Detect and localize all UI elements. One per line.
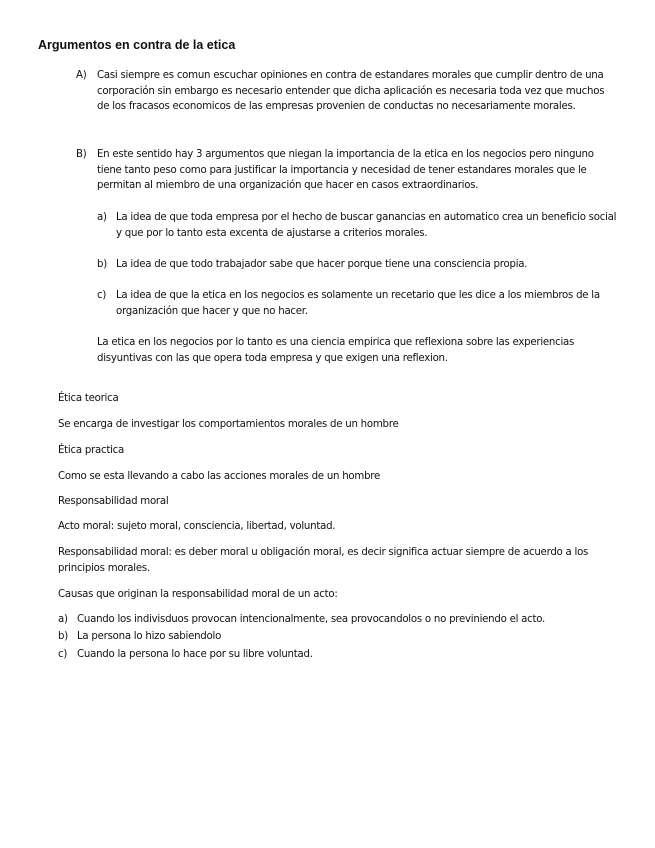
section-title: Argumentos en contra de la etica: [38, 38, 236, 52]
list-text: Cuando los indivisduos provocan intencionalmente, sea provocandolos o no previniendo el acto.: [77, 614, 546, 625]
paragraph: Se encarga de investigar los comportamientos morales de un hombre: [58, 419, 399, 430]
cause-item-c: [58, 647, 618, 663]
list-text: Casi siempre es comun escuchar opiniones en contra de estandares morales que cumplir dentro de una corporación sin embargo es necesario entender que dicha aplicación es necesaria toda vez que muchos de los fracasos economicos de las empresas provenien de conductas no necesariamente morales.: [97, 70, 605, 112]
conclusion-paragraph: La etica en los negocios por lo tanto es una ciencia empirica que reflexiona sobre las experiencias disyuntivas con las que opera toda empresa y que exigen una reflexion.: [97, 337, 575, 364]
list-item-b: [76, 147, 616, 195]
sub-list-item-b: [97, 257, 619, 273]
list-text: En este sentido hay 3 argumentos que niegan la importancia de la etica en los negocios pero ninguno tiene tanto peso como para justificar la importancia y necesidad de tener estandares morales que le permitan al miembro de una organización que hacer en casos extraordinarios.: [97, 149, 594, 191]
list-label: c): [58, 649, 68, 660]
list-text: La persona lo hizo sabiendolo: [77, 631, 222, 642]
list-label: b): [58, 631, 68, 642]
list-label: B): [76, 149, 87, 160]
list-text: La idea de que la etica en los negocios es solamente un recetario que les dice a los miembros de la organización que hacer y que no hacer.: [116, 290, 600, 317]
paragraph: Responsabilidad moral: es deber moral u obligación moral, es decir significa actuar siempre de acuerdo a los principios morales.: [58, 547, 589, 574]
sub-list-item-c: [97, 288, 619, 320]
list-label: A): [76, 70, 87, 81]
list-label: a): [97, 212, 107, 223]
paragraph: Como se esta llevando a cabo las acciones morales de un hombre: [58, 471, 381, 482]
cause-item-b: [58, 629, 618, 645]
list-label: a): [58, 614, 68, 625]
list-text: Cuando la persona lo hace por su libre voluntad.: [77, 649, 313, 660]
heading-etica-teorica: Ética teorica: [58, 393, 119, 404]
heading-responsabilidad-moral: Responsabilidad moral: [58, 496, 169, 507]
paragraph: Causas que originan la responsabilidad moral de un acto:: [58, 589, 338, 600]
sub-list-item-a: [97, 210, 619, 242]
list-label: c): [97, 290, 107, 301]
list-text: La idea de que toda empresa por el hecho de buscar ganancias en automatico crea un beneficio social y que por lo tanto esta excenta de ajustarse a criterios morales.: [116, 212, 617, 239]
paragraph: Acto moral: sujeto moral, consciencia, libertad, voluntad.: [58, 521, 336, 532]
list-item-a: [76, 68, 616, 130]
cause-item-a: [58, 612, 618, 628]
heading-etica-practica: Ética practica: [58, 445, 125, 456]
list-text: La idea de que todo trabajador sabe que hacer porque tiene una consciencia propia.: [116, 259, 528, 270]
list-label: b): [97, 259, 107, 270]
